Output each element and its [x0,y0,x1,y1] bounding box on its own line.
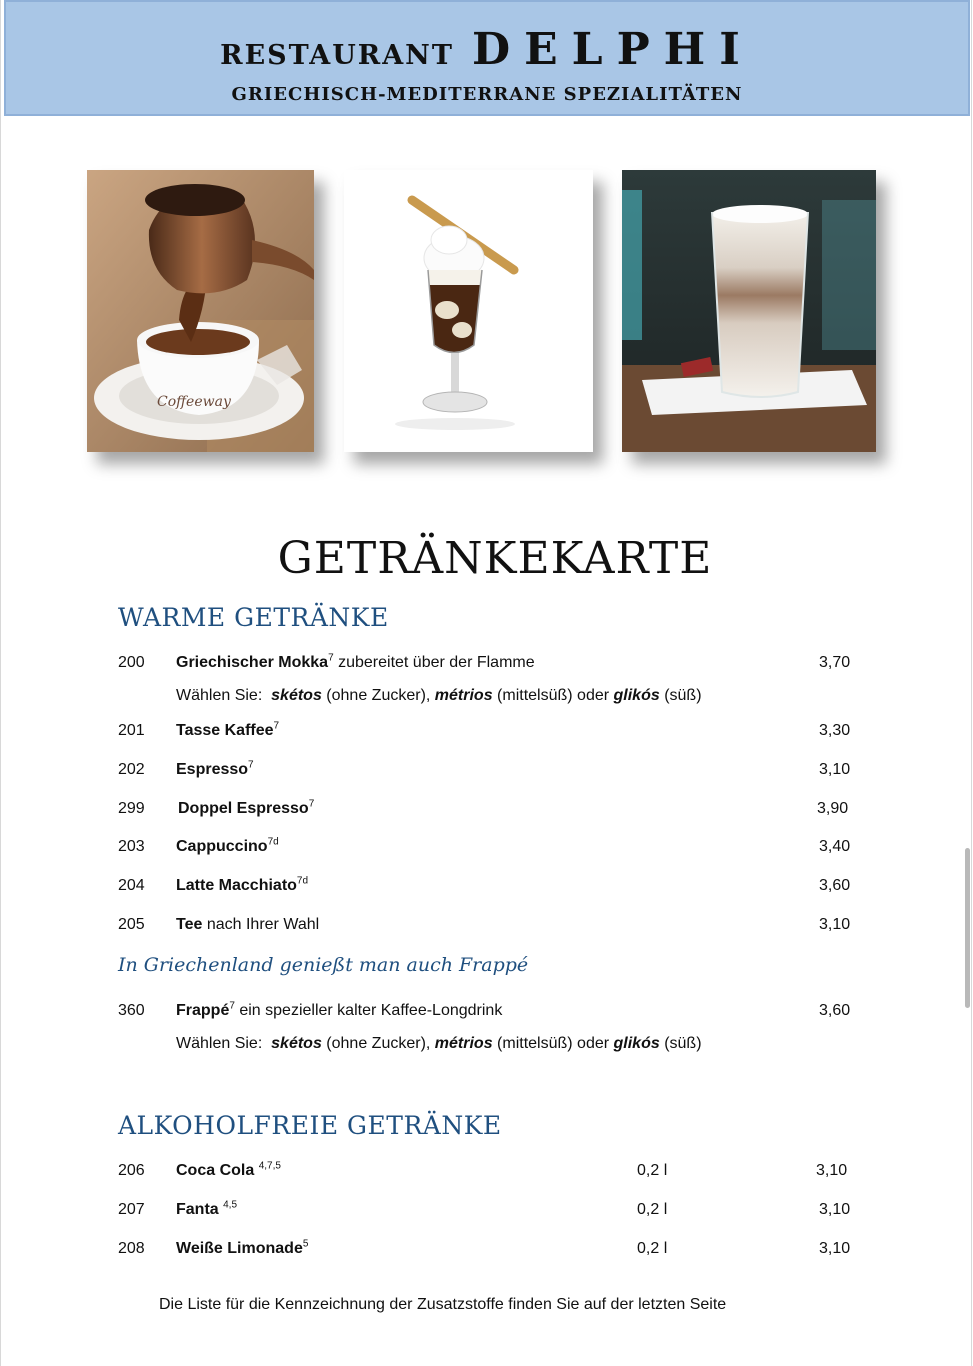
item-price: 3,30 [819,722,851,739]
item-description [176,874,308,898]
page-title: GETRÄNKEKARTE [277,533,713,584]
item-number: 207 [118,1201,145,1218]
choice-sketos: skétos [271,1035,322,1052]
additive-marker: 7 [328,652,334,664]
item-description [176,1159,281,1183]
item-name: Tasse Kaffee [176,722,274,739]
restaurant-subtitle: GRIECHISCH-MEDITERRANE SPEZIALITÄTEN [231,84,743,105]
item-price: 3,10 [819,916,851,933]
additive-marker: 7d [267,836,279,848]
item-number: 360 [118,1002,145,1019]
item-name: Frappé [176,1002,230,1019]
item-number: 203 [118,838,145,855]
item-number: 202 [118,761,145,778]
item-name: Doppel Espresso [178,800,309,817]
choice-glikos: glikós [613,1035,660,1052]
menu-item-207 [0,1198,973,1222]
additive-marker: 4,5 [223,1199,238,1211]
sweetness-choice-frappe [176,1032,702,1056]
additive-marker: 7 [308,798,315,810]
item-name: Cappuccino [176,838,268,855]
item-price: 3,60 [819,1002,851,1019]
item-description [176,719,279,743]
item-number: 299 [118,800,145,817]
item-name: Latte Macchiato [176,877,297,894]
item-name: Griechischer Mokka [176,654,329,671]
choice-sketos-note: (ohne Zucker), [321,1035,435,1052]
menu-item-201 [0,719,973,743]
choice-sketos-note: (ohne Zucker), [321,687,435,704]
sweetness-choice-mokka [176,684,702,708]
choice-metrios: métrios [434,1035,493,1052]
choice-metrios-note: (mittelsüß) oder [492,1035,614,1052]
menu-item-202 [0,758,973,782]
item-price: 3,10 [819,761,851,778]
choice-glikos-note: (süß) [659,687,702,704]
menu-item-206 [0,1159,973,1183]
item-description [176,999,502,1023]
restaurant-title [6,24,968,75]
item-description [178,797,314,821]
item-volume: 0,2 l [637,1240,668,1257]
menu-item-204 [0,874,973,898]
item-detail: zubereitet über der Flamme [333,654,535,671]
frappe-note: In Griechenland genießt man auch Frappé [118,954,529,976]
item-price: 3,70 [819,654,851,671]
choice-glikos-note: (süß) [659,1035,702,1052]
item-description [176,1198,237,1222]
item-name: Coca Cola [176,1162,255,1179]
item-description [176,1237,308,1261]
item-price: 3,10 [816,1162,848,1179]
restaurant-name: DELPHI [471,24,754,75]
choice-prefix: Wählen Sie: [176,687,263,704]
item-volume: 0,2 l [637,1162,668,1179]
item-number: 201 [118,722,145,739]
item-name: Espresso [176,761,249,778]
additive-marker: 4,7,5 [258,1160,281,1172]
item-number: 204 [118,877,145,894]
photo-greek-coffee [87,170,314,452]
menu-item-203 [0,835,973,859]
choice-glikos: glikós [613,687,660,704]
additive-marker: 5 [302,1238,309,1250]
additive-marker: 7 [248,759,254,771]
additive-marker: 7 [229,1000,235,1012]
choice-prefix: Wählen Sie: [176,1035,263,1052]
item-number: 205 [118,916,145,933]
item-description [176,835,279,859]
item-description [176,651,535,675]
item-number: 208 [118,1240,145,1257]
restaurant-word: RESTAURANT [220,40,454,71]
menu-item-299 [0,797,973,821]
item-description [176,913,319,937]
section-heading-warm: WARME GETRÄNKE [118,603,389,632]
header-banner [4,0,970,116]
item-name: Tee [176,916,203,933]
item-name: Weiße Limonade [176,1240,303,1257]
additive-marker: 7d [296,875,309,887]
additives-footnote: Die Liste für die Kennzeichnung der Zusatzstoffe finden Sie auf der letzten Seite [159,1296,727,1313]
item-price: 3,60 [819,877,851,894]
item-price: 3,40 [819,838,851,855]
item-description [176,758,254,782]
cup-brand-text: Coffeeway [157,394,231,410]
item-number: 206 [118,1162,145,1179]
item-price: 3,10 [819,1201,851,1218]
item-price: 3,10 [819,1240,851,1257]
menu-item-208 [0,1237,973,1261]
choice-metrios: métrios [434,687,493,704]
additive-marker: 7 [273,720,280,732]
choice-sketos: skétos [271,687,322,704]
menu-item-200 [0,651,973,675]
section-heading-softdrinks: ALKOHOLFREIE GETRÄNKE [118,1111,502,1140]
choice-metrios-note: (mittelsüß) oder [492,687,614,704]
menu-item-360 [0,999,973,1023]
photo-latte-macchiato [622,170,876,452]
item-number: 200 [118,654,145,671]
item-price: 3,90 [817,800,849,817]
item-volume: 0,2 l [637,1201,668,1218]
item-detail: nach Ihrer Wahl [202,916,320,933]
item-name: Fanta [176,1201,219,1218]
item-detail: ein spezieller kalter Kaffee-Longdrink [234,1002,503,1019]
photo-iced-coffee [344,170,593,452]
menu-item-205 [0,913,973,937]
